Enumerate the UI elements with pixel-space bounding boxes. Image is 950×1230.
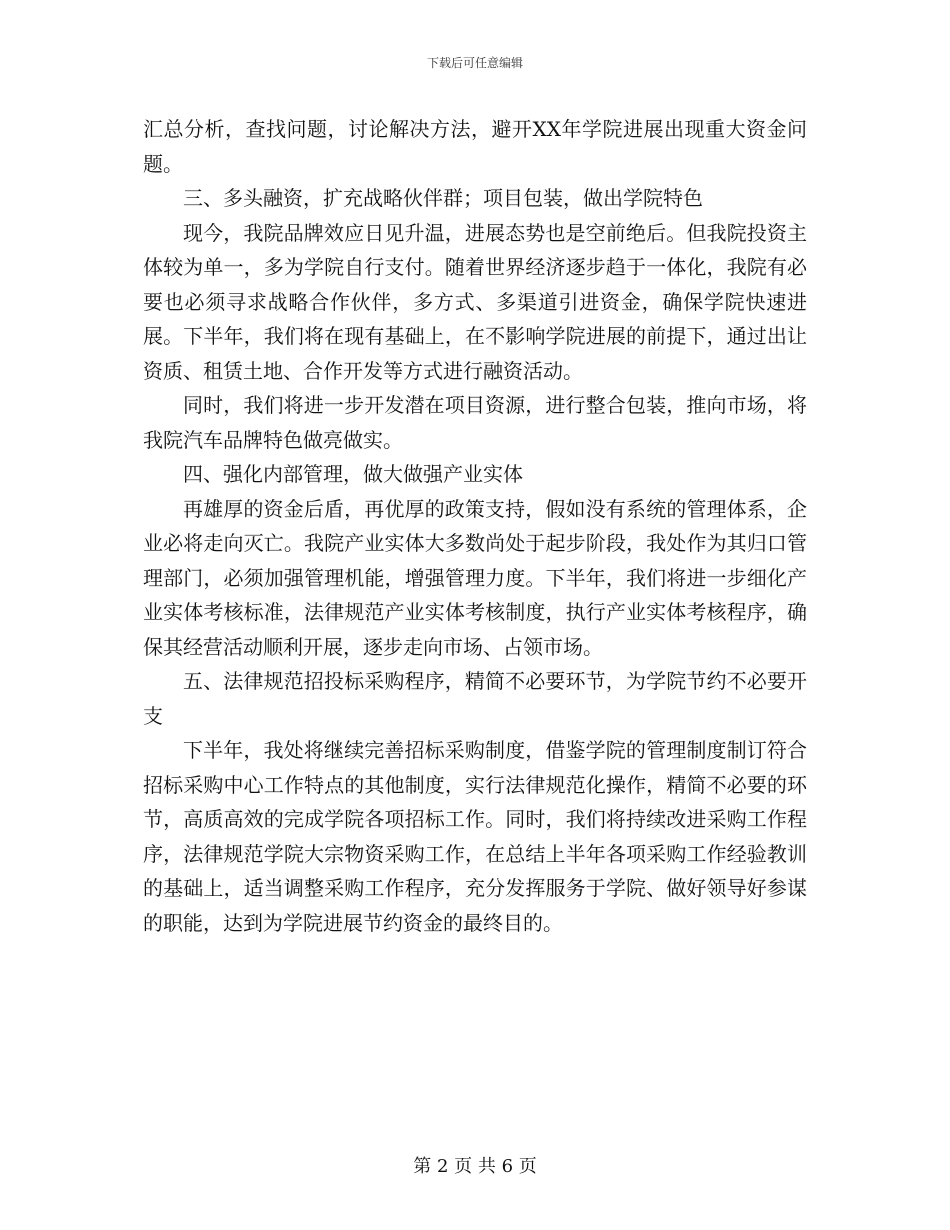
section-heading-4: 四、强化内部管理，做大做强产业实体 — [183, 462, 523, 486]
document-body — [143, 112, 807, 940]
page-footer: 第 2 页 共 6 页 — [413, 1156, 537, 1177]
paragraph: 同时，我们将进一步开发潜在项目资源，进行整合包装，推向市场，将我院汽车品牌特色做亮做实。 — [143, 393, 807, 452]
paragraph: 下半年，我处将继续完善招标采购制度，借鉴学院的管理制度制订符合招标采购中心工作特点的其他制度，实行法律规范化操作，精简不必要的环节，高质高效的完成学院各项招标工作。同时，我们将持续改进采购工作程序，法律规范学院大宗物资采购工作，在总结上半年各项采购工作经验教训的基础上，适当调整采购工作程序，充分发挥服务于学院、做好领导好参谋的职能，达到为学院进展节约资金的最终目的。 — [143, 738, 807, 935]
paragraph-continued: 汇总分析，查找问题，讨论解决方法，避开XX年学院进展出现重大资金问题。 — [143, 117, 807, 176]
paragraph: 现今，我院品牌效应日见升温，进展态势也是空前绝后。但我院投资主体较为单一，多为学院自行支付。随着世界经济逐步趋于一体化，我院有必要也必须寻求战略合作伙伴，多方式、多渠道引进资金，确保学院快速进展。下半年，我们将在现有基础上，在不影响学院进展的前提下，通过出让资质、租赁土地、合作开发等方式进行融资活动。 — [143, 220, 807, 383]
section-heading-3: 三、多头融资，扩充战略伙伴群；项目包装，做出学院特色 — [183, 186, 703, 210]
paragraph: 再雄厚的资金后盾，再优厚的政策支持，假如没有系统的管理体系，企业必将走向灭亡。我院产业实体大多数尚处于起步阶段，我处作为其归口管理部门，必须加强管理机能，增强管理力度。下半年，我们将进一步细化产业实体考核标准，法律规范产业实体考核制度，执行产业实体考核程序，确保其经营活动顺利开展，逐步走向市场、占领市场。 — [143, 496, 807, 659]
section-heading-5: 五、法律规范招投标采购程序，精简不必要环节，为学院节约不必要开支 — [143, 669, 807, 728]
header-note: 下载后可任意编辑 — [426, 56, 523, 70]
